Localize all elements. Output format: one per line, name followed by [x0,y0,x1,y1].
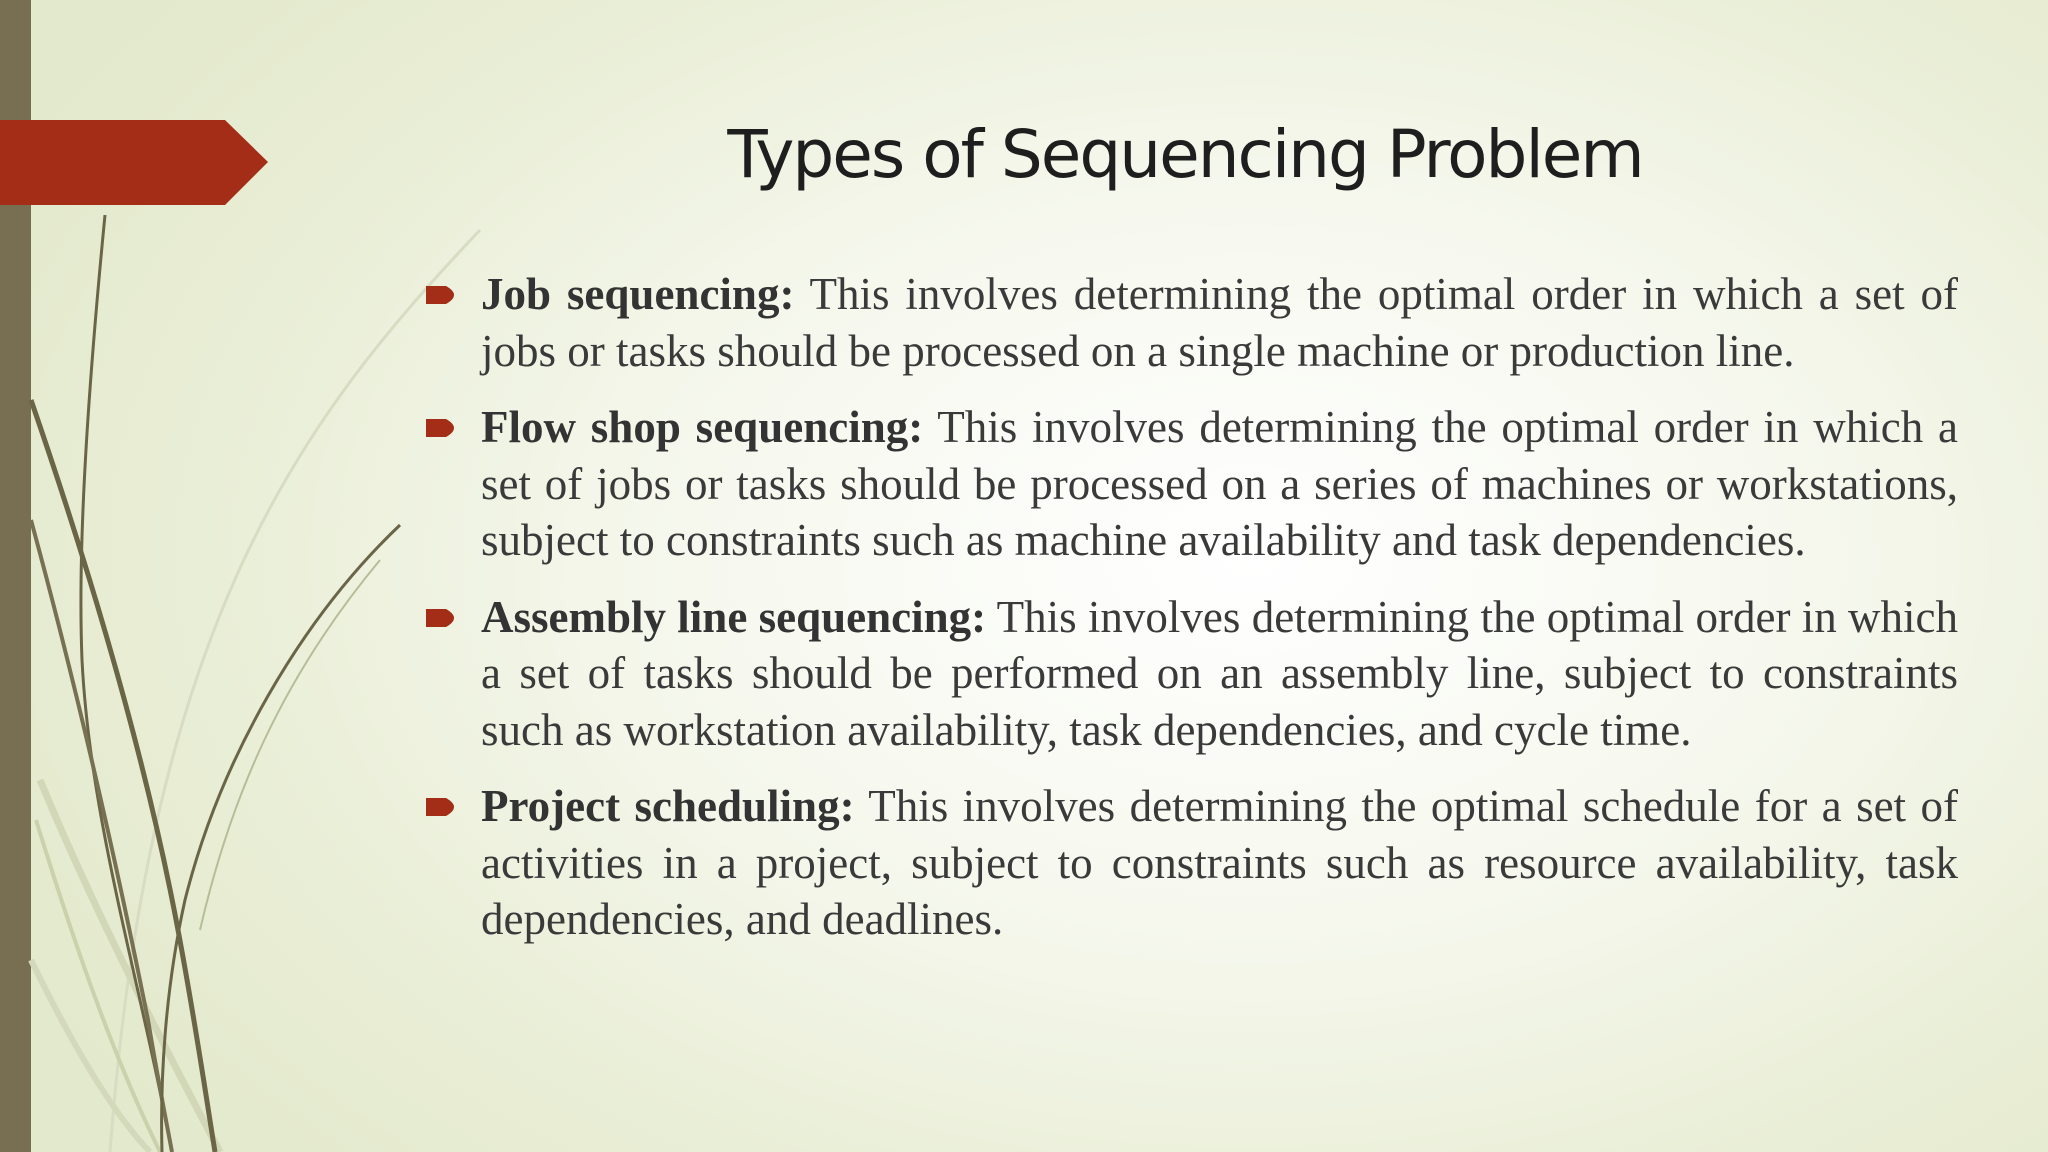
bullet-term: Job sequencing: [481,269,795,319]
list-item [420,266,1958,379]
bullet-term: Assembly line sequencing: [481,591,987,642]
list-item [420,589,1958,759]
bullet-text: This involves determining the optimal order in which a set of tasks should be performed on an assembly line, subject to constraints such as workstation availability, task dependencies, and cycle time. [481,591,1959,755]
arrow-bullet-icon [426,418,462,438]
bullet-text: This involves determining the optimal order in which a set of jobs or tasks should be processed on a series of machines or workstations, subject to constraints such as machine availability and task dependencies. [481,402,1958,565]
slide-title: Types of Sequencing Problem [727,116,1643,193]
bullet-list [420,266,1958,968]
red-arrow-banner [0,120,268,205]
bullet-term: Project scheduling: [481,781,855,831]
bullet-term: Flow shop sequencing: [481,402,924,452]
bullet-text: This involves determining the optimal schedule for a set of activities in a project, subject to constraints such as resource availability, task dependencies, and deadlines. [481,781,1958,944]
arrow-bullet-icon [426,797,462,817]
arrow-bullet-icon [426,285,462,305]
list-item [420,778,1958,948]
bullet-text: This involves determining the optimal order in which a set of jobs or tasks should be processed on a single machine or production line. [481,269,1958,376]
list-item [420,399,1958,569]
arrow-bullet-icon [426,608,462,628]
